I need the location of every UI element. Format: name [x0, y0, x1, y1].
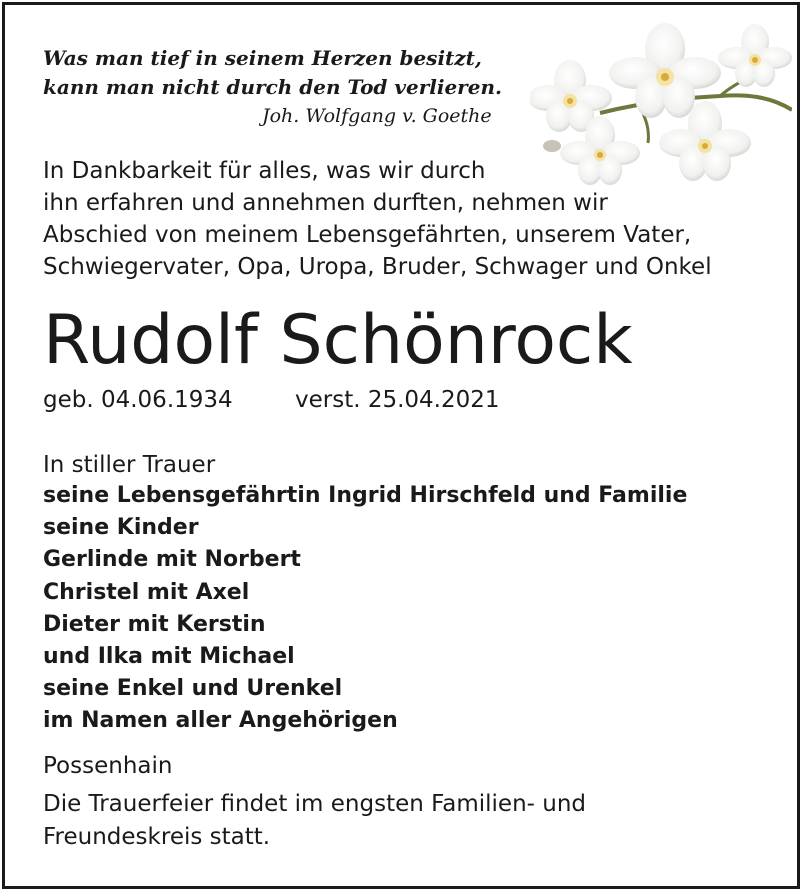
mourner-line: seine Lebensgefährtin Ingrid Hirschfeld und Familie: [43, 483, 688, 508]
quote-line-2: kann man nicht durch den Tod verlieren.: [43, 75, 502, 99]
service-line-1: Die Trauerfeier findet im engsten Familien- und: [43, 791, 587, 817]
mourners-list: [43, 480, 687, 738]
mourner-line: Christel mit Axel: [43, 579, 250, 605]
mourner-line: im Namen aller Angehörigen: [43, 708, 398, 734]
quote-author: Joh. Wolfgang v. Goethe: [262, 105, 492, 127]
death-date: verst. 25.04.2021: [295, 387, 500, 413]
intro-line-4: Schwiegervater, Opa, Uropa, Bruder, Schwager und Onkel: [43, 254, 712, 280]
intro-line-3: Abschied von meinem Lebensgefährten, unserem Vater,: [43, 222, 692, 248]
deceased-name: Rudolf Schönrock: [43, 301, 633, 380]
life-dates: [43, 384, 500, 416]
mourner-line: und Ilka mit Michael: [43, 644, 295, 670]
birth-date: geb. 04.06.1934: [43, 387, 233, 413]
goethe-quote: [43, 44, 502, 127]
mourner-line: seine Kinder: [43, 515, 199, 541]
mourner-line: seine Enkel und Urenkel: [43, 676, 343, 702]
funeral-service-note: [43, 788, 586, 854]
mourner-line: Gerlinde mit Norbert: [43, 547, 301, 573]
mourner-line: Dieter mit Kerstin: [43, 611, 266, 637]
mourning-intro: In stiller Trauer: [43, 452, 216, 478]
intro-line-1: In Dankbarkeit für alles, was wir durch: [43, 158, 486, 184]
quote-line-1: Was man tief in seinem Herzen besitzt,: [43, 46, 482, 70]
place-name: Possenhain: [43, 753, 173, 779]
gratitude-text: [43, 155, 712, 283]
service-line-2: Freundeskreis statt.: [43, 824, 271, 850]
intro-line-2: ihn erfahren und annehmen durften, nehmen wir: [43, 190, 608, 216]
